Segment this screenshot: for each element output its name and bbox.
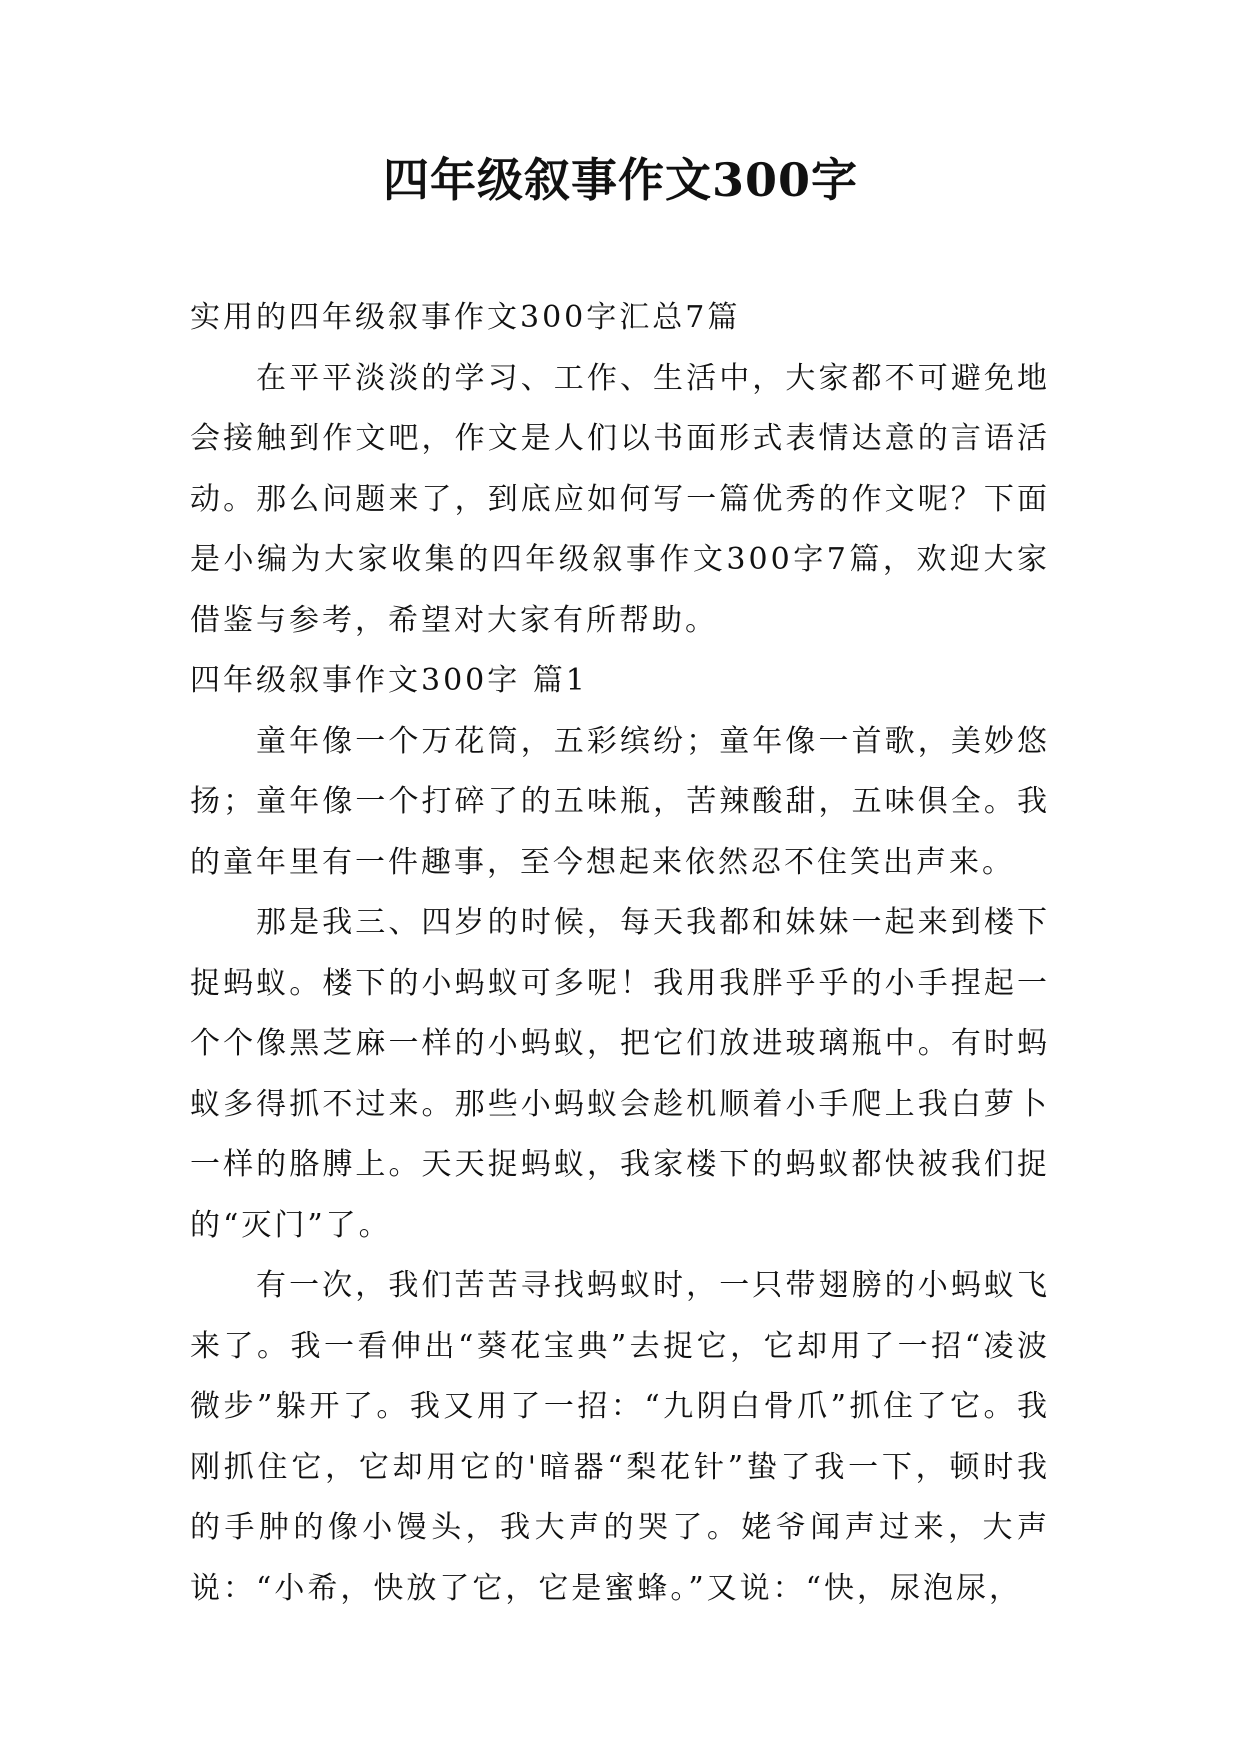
body-paragraph: 那是我三、四岁的时候，每天我都和妹妹一起来到楼下捉蚂蚁。楼下的小蚂蚁可多呢！我用我胖乎乎的小手捏起一个个像黑芝麻一样的小蚂蚁，把它们放进玻璃瓶中。有时蚂蚁多得抓不过来。那些小蚂蚁会趁机顺着小手爬上我白萝卜一样的胳膊上。天天捉蚂蚁，我家楼下的蚂蚁都快被我们捉的“灭门”了。 xyxy=(190,905,1050,1243)
intro-paragraph: 在平平淡淡的学习、工作、生活中，大家都不可避免地会接触到作文吧，作文是人们以书面形式表情达意的言语活动。那么问题来了，到底应如何写一篇优秀的作文呢？下面是小编为大家收集的四年级叙事作文300字7篇，欢迎大家借鉴与参考，希望对大家有所帮助。 xyxy=(190,360,1050,638)
document-title: 四年级叙事作文300字 xyxy=(382,153,859,207)
document-subtitle: 实用的四年级叙事作文300字汇总7篇 xyxy=(190,300,741,335)
section-heading: 四年级叙事作文300字 篇1 xyxy=(190,663,588,698)
body-paragraph: 有一次，我们苦苦寻找蚂蚁时，一只带翅膀的小蚂蚁飞来了。我一看伸出“葵花宝典”去捉它，它却用了一招“凌波微步”躲开了。我又用了一招：“九阴白骨爪”抓住了它。我刚抓住它，它却用它的'暗器“梨花针”蛰了我一下，顿时我的手肿的像小馒头，我大声的哭了。姥爷闻声过来，大声说：“小希，快放了它，它是蜜蜂。”又说：“快，尿泡尿， xyxy=(190,1268,1050,1606)
document-body xyxy=(190,288,1050,1619)
body-paragraph: 童年像一个万花筒，五彩缤纷；童年像一首歌，美妙悠扬；童年像一个打碎了的五味瓶，苦辣酸甜，五味俱全。我的童年里有一件趣事，至今想起来依然忍不住笑出声来。 xyxy=(190,723,1050,880)
